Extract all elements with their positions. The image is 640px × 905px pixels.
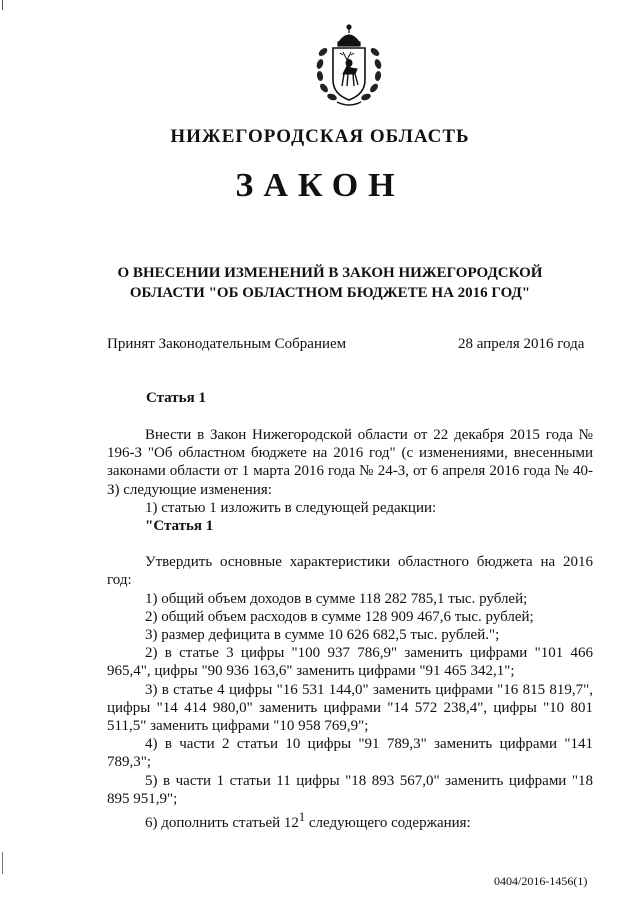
quoted-article-heading: "Статья 1 <box>145 518 214 535</box>
paragraph: Внести в Закон Нижегородской области от 22 декабря 2015 года № 196-З "Об областном бюджете на 2016 год" (с изменениями, внесенными законами области от 1 марта 2016 года № 24-З, от 6 апреля 2016 года № 40-З) следующие изменения: <box>107 427 593 498</box>
list-item: 2) общий объем расходов в сумме 128 909 467,6 тыс. рублей; <box>145 608 534 625</box>
article-heading: Статья 1 <box>146 390 206 406</box>
list-item <box>107 808 593 832</box>
adoption-body: Принят Законодательным Собранием <box>107 336 347 352</box>
list-item: 1) общий объем доходов в сумме 118 282 785,1 тыс. рублей; <box>145 590 528 607</box>
list-item-prefix: 6) дополнить статьей 12 <box>145 815 299 832</box>
article-body <box>107 426 593 832</box>
law-subject <box>100 263 560 303</box>
paragraph: Утвердить основные характеристики областного бюджета на 2016 год: <box>107 554 593 589</box>
scan-edge-mark <box>2 852 3 874</box>
region-name: НИЖЕГОРОДСКАЯ ОБЛАСТЬ <box>170 126 470 147</box>
document-type-title: ЗАКОН <box>235 167 405 204</box>
scan-edge-mark <box>2 0 3 10</box>
list-item: 3) в статье 4 цифры "16 531 144,0" заменить цифрами "16 815 819,7", цифры "14 414 980,0" заменить цифрами "14 572 238,4", цифры "10 801 511,5" заменить цифрами "10 958 769,9"; <box>107 681 593 735</box>
list-item-suffix: следующего содержания: <box>305 815 471 832</box>
coat-of-arms-icon <box>313 22 385 108</box>
list-item: 3) размер дефицита в сумме 10 626 682,5 тыс. рублей."; <box>145 627 500 644</box>
superscript: 1 <box>298 810 306 825</box>
law-subject-line: ОБЛАСТИ "ОБ ОБЛАСТНОМ БЮДЖЕТЕ НА 2016 ГОД" <box>129 285 531 301</box>
law-subject-line: О ВНЕСЕНИИ ИЗМЕНЕНИЙ В ЗАКОН НИЖЕГОРОДСКОЙ <box>117 265 543 281</box>
list-item: 4) в части 2 статьи 10 цифры "91 789,3" заменить цифрами "141 789,3"; <box>107 736 593 771</box>
paragraph: 1) статью 1 изложить в следующей редакции: <box>145 499 437 516</box>
list-item: 2) в статье 3 цифры "100 937 786,9" заменить цифрами "101 466 965,4", цифры "90 936 163,6" заменить цифрами "91 465 342,1"; <box>107 645 593 680</box>
adoption-date: 28 апреля 2016 года <box>458 336 585 352</box>
document-code: 0404/2016-1456(1) <box>494 874 588 888</box>
list-item: 5) в части 1 статьи 11 цифры "18 893 567,0" заменить цифрами "18 895 951,9"; <box>107 772 593 807</box>
